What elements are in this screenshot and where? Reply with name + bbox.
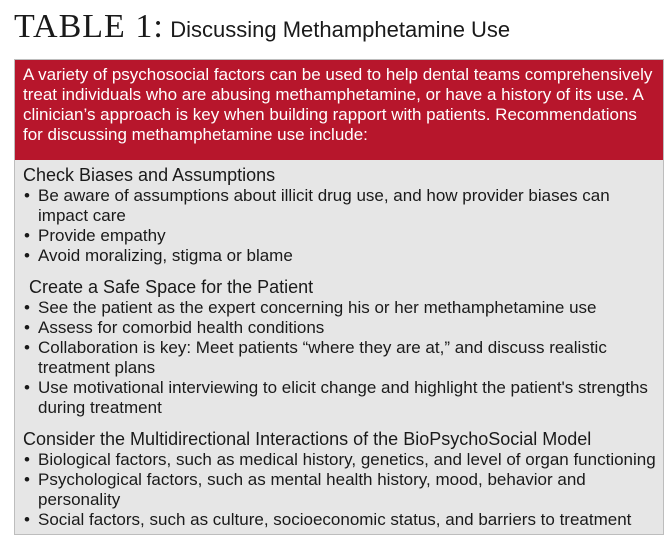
list-item: [23, 338, 657, 378]
list-item: [23, 470, 657, 510]
bullet-icon: •: [24, 470, 30, 489]
bullet-icon: •: [24, 226, 30, 245]
table-title: [14, 8, 664, 48]
table-number: TABLE 1: [14, 8, 154, 45]
list-item-text: Avoid moralizing, stigma or blame: [38, 246, 293, 265]
list-item-text: Assess for comorbid health conditions: [38, 318, 325, 337]
list-item-text: Biological factors, such as medical history, genetics, and level of organ functioning: [38, 450, 656, 469]
list-item: [23, 450, 657, 470]
list-item-text: Collaboration is key: Meet patients “where they are at,” and discuss realistic treatment plans: [38, 338, 607, 377]
section-heading: Check Biases and Assumptions: [23, 165, 276, 185]
section-heading: Consider the Multidirectional Interactions of the BioPsychoSocial Model: [23, 429, 592, 449]
bullet-icon: •: [24, 298, 30, 317]
bullet-list: [23, 298, 657, 418]
bullet-list: [23, 186, 657, 266]
list-item-text: Be aware of assumptions about illicit drug use, and how provider biases can impact care: [38, 186, 610, 225]
section-heading: Create a Safe Space for the Patient: [29, 277, 314, 297]
list-item: [23, 378, 657, 418]
section-safe-space: [23, 276, 657, 418]
bullet-icon: •: [24, 378, 30, 397]
table-content: [15, 160, 663, 530]
bullet-list: [23, 450, 657, 530]
section-biopsychosocial: [23, 428, 657, 530]
list-item-text: Use motivational interviewing to elicit change and highlight the patient's strengths during treatment: [38, 378, 648, 417]
list-item-text: See the patient as the expert concerning his or her methamphetamine use: [38, 298, 597, 317]
list-item: [23, 186, 657, 226]
list-item: [23, 226, 657, 246]
bullet-icon: •: [24, 246, 30, 265]
list-item: [23, 318, 657, 338]
table-panel: [14, 59, 664, 535]
list-item: [23, 298, 657, 318]
title-separator: :: [153, 8, 164, 45]
bullet-icon: •: [24, 186, 30, 205]
bullet-icon: •: [24, 450, 30, 469]
list-item: [23, 246, 657, 266]
list-item-text: Psychological factors, such as mental health history, mood, behavior and personality: [38, 470, 586, 509]
bullet-icon: •: [24, 510, 30, 529]
intro-paragraph: A variety of psychosocial factors can be used to help dental teams comprehensively treat individuals who are abusing methamphetamine, or have a history of its use. A clinician’s approach is key when building rapport with patients. Recommendations for discussing methamphetamine use include:: [15, 60, 663, 160]
table-title-text: Discussing Methamphetamine Use: [170, 17, 511, 42]
list-item-text: Social factors, such as culture, socioeconomic status, and barriers to treatment: [38, 510, 632, 529]
bullet-icon: •: [24, 338, 30, 357]
bullet-icon: •: [24, 318, 30, 337]
list-item: [23, 510, 657, 530]
section-check-biases: [23, 164, 657, 266]
list-item-text: Provide empathy: [38, 226, 166, 245]
